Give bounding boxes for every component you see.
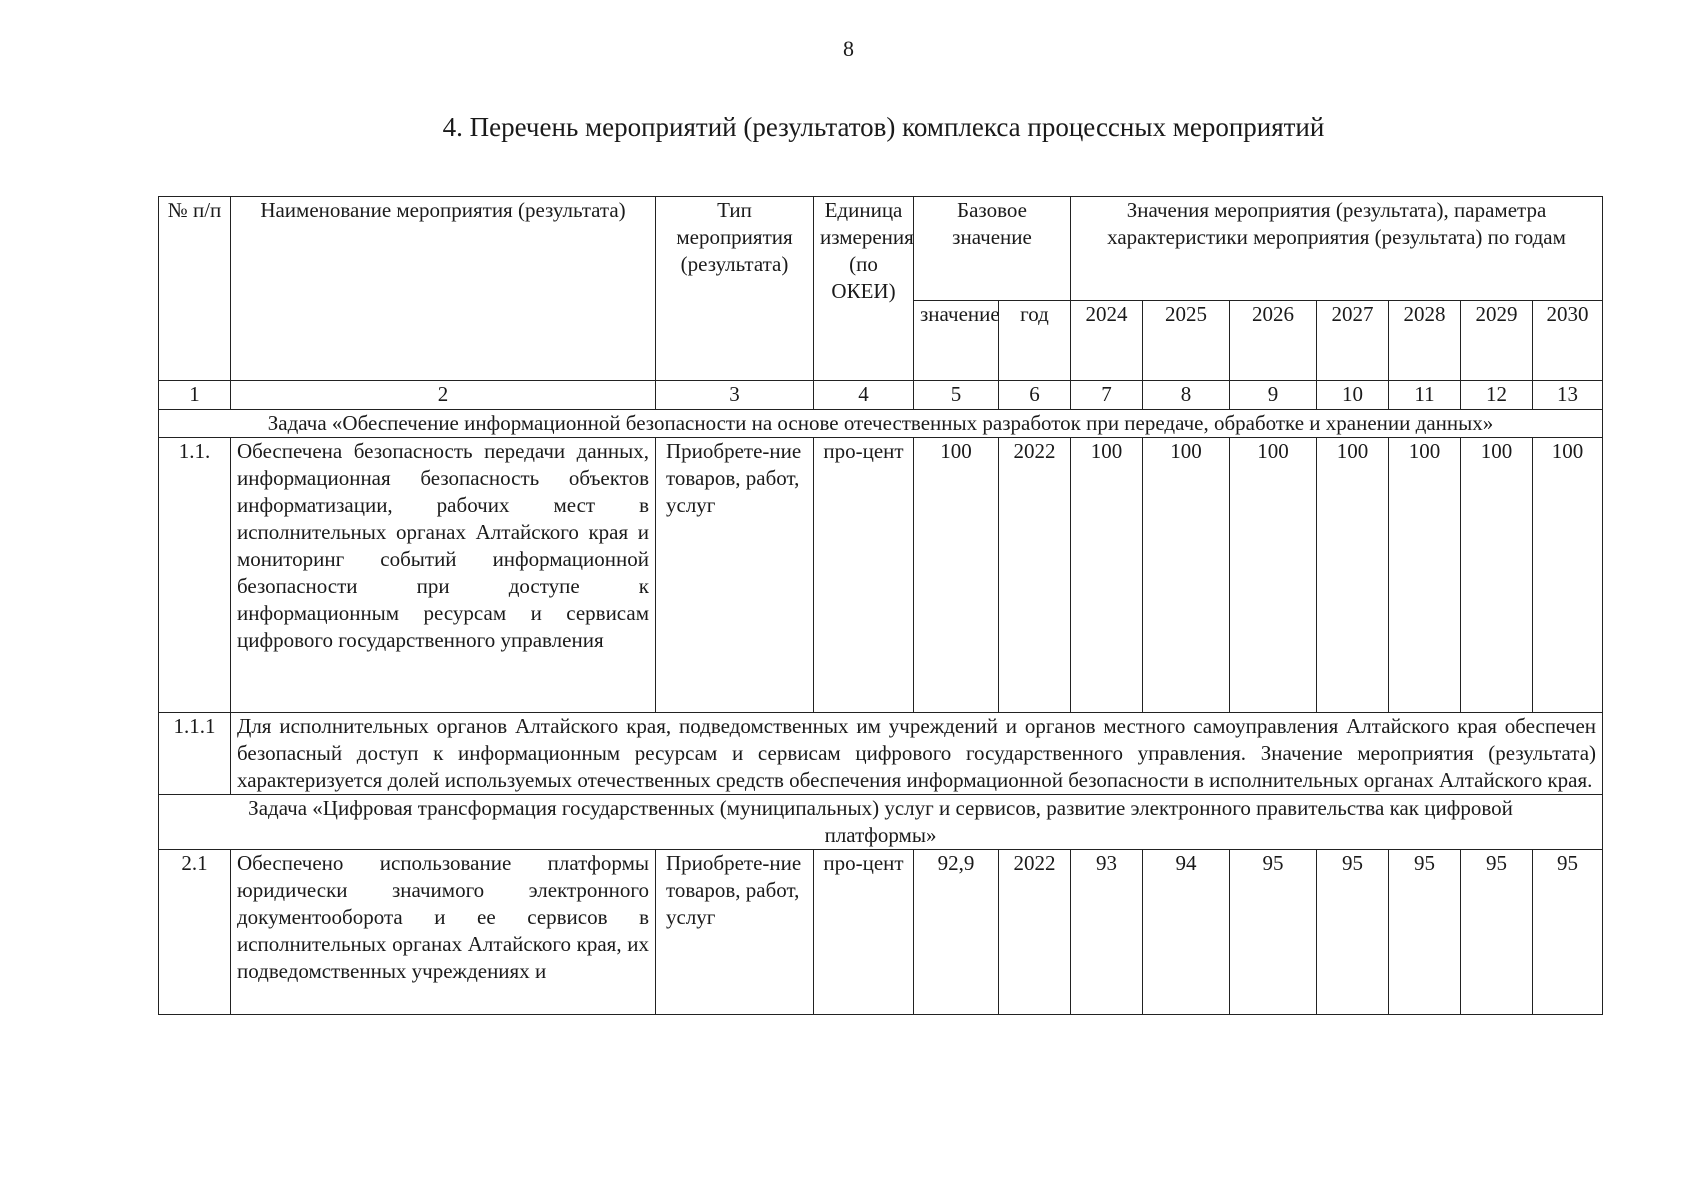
column-number: 13 <box>1533 381 1603 410</box>
year-value: 95 <box>1533 850 1603 1015</box>
base-value: 100 <box>914 438 999 713</box>
row-number: 2.1 <box>159 850 231 1015</box>
year-value: 100 <box>1317 438 1389 713</box>
year-value: 93 <box>1071 850 1143 1015</box>
column-number: 10 <box>1317 381 1389 410</box>
column-number: 2 <box>231 381 656 410</box>
column-number: 5 <box>914 381 999 410</box>
header-year: 2027 <box>1317 301 1389 381</box>
year-value: 100 <box>1461 438 1533 713</box>
year-value: 95 <box>1461 850 1533 1015</box>
year-value: 100 <box>1143 438 1230 713</box>
activity-unit: про-цент <box>814 438 914 713</box>
activity-type: Приобрете-ние товаров, работ, услуг <box>656 850 814 1015</box>
section-title: 4. Перечень мероприятий (результатов) комплекса процессных мероприятий <box>442 112 1325 142</box>
activity-name: Обеспечена безопасность передачи данных, информационная безопасность объектов информатизации, рабочих мест в исполнительных органах Алтайского края и мониторинг событий информационной безопасности при доступе к информационным ресурсам и сервисам цифрового государственного управления <box>231 438 656 713</box>
base-year: 2022 <box>999 438 1071 713</box>
base-value: 92,9 <box>914 850 999 1015</box>
column-number: 9 <box>1230 381 1317 410</box>
task-heading-2: Задача «Цифровая трансформация государственных (муниципальных) услуг и сервисов, развитие электронного правительства как цифровой платформы» <box>159 795 1603 850</box>
base-year: 2022 <box>999 850 1071 1015</box>
column-number: 7 <box>1071 381 1143 410</box>
header-year: 2028 <box>1389 301 1461 381</box>
year-value: 100 <box>1533 438 1603 713</box>
header-values: Значения мероприятия (результата), параметра характеристики мероприятия (результата) по годам <box>1071 197 1603 301</box>
page-number: 8 <box>843 36 854 61</box>
header-year: 2030 <box>1533 301 1603 381</box>
year-value: 94 <box>1143 850 1230 1015</box>
activity-description: Для исполнительных органов Алтайского края, подведомственных им учреждений и органов местного самоуправления Алтайского края обеспечен безопасный доступ к информационным ресурсам и сервисам цифрового государственного управления. Значение мероприятия (результата) характеризуется долей используемых отечественных средств обеспечения информационной безопасности в исполнительных органах Алтайского края. <box>231 713 1603 795</box>
column-number: 6 <box>999 381 1071 410</box>
activity-name: Обеспечено использование платформы юридически значимого электронного документооборота и ее сервисов в исполнительных органах Алтайского края, их подведомственных учреждениях и <box>231 850 656 1015</box>
header-type: Тип мероприятия (результата) <box>656 197 814 381</box>
task-heading-1: Задача «Обеспечение информационной безопасности на основе отечественных разработок при передаче, обработке и хранении данных» <box>159 410 1603 438</box>
header-base-value: значение <box>914 301 999 381</box>
column-number: 11 <box>1389 381 1461 410</box>
year-value: 95 <box>1389 850 1461 1015</box>
column-number: 4 <box>814 381 914 410</box>
column-number: 8 <box>1143 381 1230 410</box>
header-name: Наименование мероприятия (результата) <box>231 197 656 381</box>
column-number: 3 <box>656 381 814 410</box>
year-value: 100 <box>1071 438 1143 713</box>
year-value: 95 <box>1317 850 1389 1015</box>
column-number: 1 <box>159 381 231 410</box>
header-year: 2024 <box>1071 301 1143 381</box>
header-base: Базовое значение <box>914 197 1071 301</box>
header-num: № п/п <box>159 197 231 381</box>
activity-unit: про-цент <box>814 850 914 1015</box>
year-value: 100 <box>1230 438 1317 713</box>
year-value: 95 <box>1230 850 1317 1015</box>
header-year: 2025 <box>1143 301 1230 381</box>
column-number: 12 <box>1461 381 1533 410</box>
activities-table <box>158 196 1603 1015</box>
activity-type: Приобрете-ние товаров, работ, услуг <box>656 438 814 713</box>
year-value: 100 <box>1389 438 1461 713</box>
row-number: 1.1. <box>159 438 231 713</box>
header-unit: Единица измерения (по ОКЕИ) <box>814 197 914 381</box>
row-number: 1.1.1 <box>159 713 231 795</box>
header-year: 2029 <box>1461 301 1533 381</box>
header-base-year: год <box>999 301 1071 381</box>
header-year: 2026 <box>1230 301 1317 381</box>
